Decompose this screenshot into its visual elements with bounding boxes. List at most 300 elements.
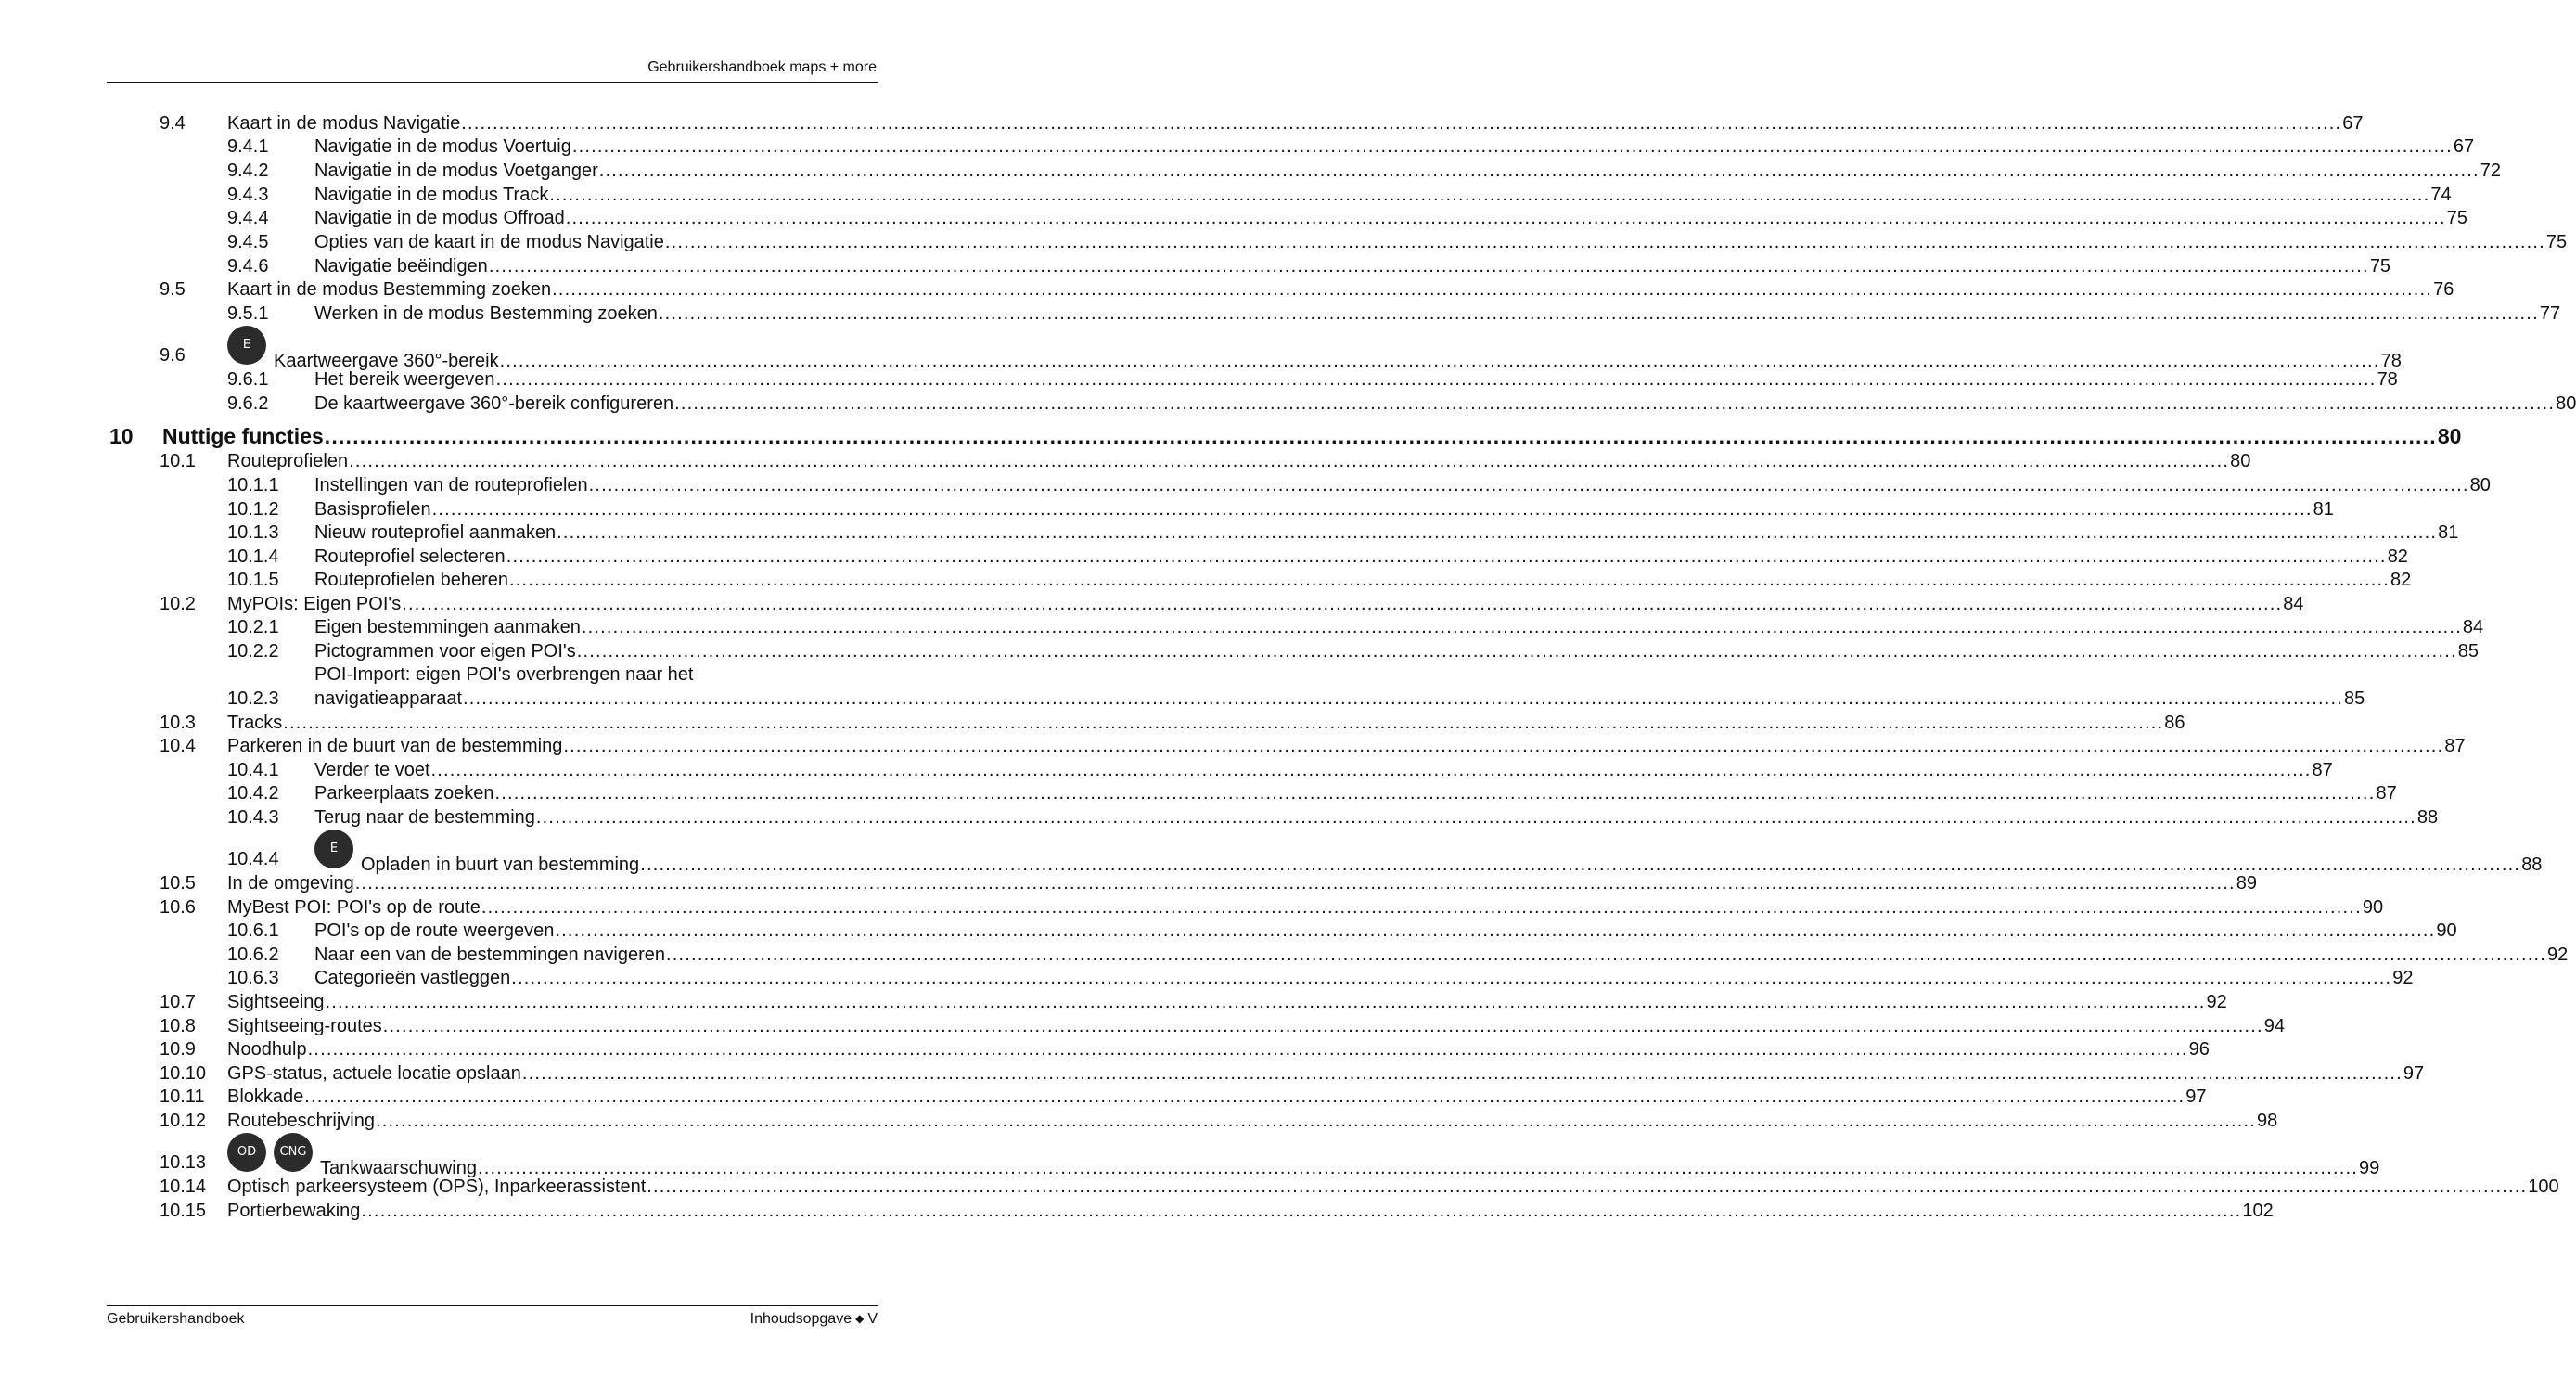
toc-entry-number: 9.5.1 bbox=[227, 303, 269, 324]
toc-entry-page: 82 bbox=[2387, 547, 2408, 567]
dot-leader: ............................................................................................................................................................................................................................................................................................................ bbox=[461, 113, 2342, 134]
toc-entry-number: 10.6 bbox=[160, 897, 196, 918]
toc-entry-line bbox=[227, 1062, 2425, 1085]
toc-entry-title-text: Terug naar de bestemming bbox=[314, 807, 535, 828]
dot-leader: ............................................................................................................................................................................................................................................................................................................ bbox=[499, 351, 2380, 371]
toc-entry[interactable] bbox=[0, 521, 2459, 546]
toc-entry-title-text: Kaart in de modus Bestemming zoeken bbox=[227, 279, 552, 300]
dot-leader: ............................................................................................................................................................................................................................................................................................................ bbox=[430, 760, 2312, 780]
toc-entry-number: 9.4.1 bbox=[227, 136, 269, 157]
toc-entry-title bbox=[314, 302, 658, 325]
toc-entry[interactable] bbox=[0, 160, 2502, 184]
dot-leader: ............................................................................................................................................................................................................................................................................................................ bbox=[307, 1039, 2188, 1060]
toc-entry-page: 80 bbox=[2230, 451, 2251, 471]
toc-entry[interactable] bbox=[0, 842, 2543, 875]
toc-entry-title bbox=[314, 782, 493, 804]
toc-entry[interactable] bbox=[0, 278, 2454, 302]
toc-entry-title bbox=[314, 640, 576, 662]
toc-entry-title bbox=[314, 944, 665, 966]
toc-entry-title bbox=[227, 872, 354, 894]
toc-entry-line bbox=[227, 112, 2364, 135]
toc-entry-title bbox=[314, 368, 495, 391]
toc-entry-line bbox=[227, 1200, 2274, 1222]
dot-leader: ............................................................................................................................................................................................................................................................................................................ bbox=[571, 136, 2453, 157]
toc-entry-title-text: In de omgeving bbox=[227, 873, 354, 894]
toc-entry-title bbox=[227, 1062, 521, 1085]
toc-entry-title-text: Noodhulp bbox=[227, 1039, 307, 1060]
toc-entry-number: 10.8 bbox=[160, 1016, 196, 1036]
footer-rule bbox=[107, 1305, 878, 1306]
toc-entry-number: 10.1.3 bbox=[227, 522, 279, 543]
dot-leader: ............................................................................................................................................................................................................................................................................................................ bbox=[506, 547, 2387, 567]
toc-entry-line bbox=[227, 450, 2251, 472]
toc-entry-number: 10.3 bbox=[160, 713, 196, 733]
dot-leader: ............................................................................................................................................................................................................................................................................................................ bbox=[382, 1016, 2263, 1036]
toc-entry-page: 92 bbox=[2206, 992, 2227, 1012]
toc-entry-page: 87 bbox=[2312, 760, 2333, 780]
toc-entry-line bbox=[227, 1110, 2278, 1132]
toc-entry-title-text: Sightseeing-routes bbox=[227, 1016, 382, 1036]
toc-entry-title-text: Tracks bbox=[227, 713, 283, 733]
toc-entry-number: 10.2.3 bbox=[227, 688, 279, 709]
toc-entry-line bbox=[314, 302, 2561, 325]
toc-entry-number: 10.1.1 bbox=[227, 475, 279, 495]
toc-entry-page: 92 bbox=[2547, 945, 2569, 965]
toc-entry-title-text: Het bereik weergeven bbox=[314, 369, 495, 390]
toc-entry[interactable] bbox=[0, 231, 2568, 255]
toc-entry[interactable] bbox=[0, 368, 2398, 392]
dot-leader: ............................................................................................................................................................................................................................................................................................................ bbox=[324, 424, 2437, 448]
toc-entry-number: 10.1.4 bbox=[227, 547, 279, 567]
toc-entry-page: 84 bbox=[2283, 594, 2304, 614]
toc-entry-page: 88 bbox=[2416, 807, 2439, 828]
toc-entry[interactable] bbox=[0, 423, 2462, 451]
toc-entry[interactable] bbox=[0, 920, 2457, 944]
dot-leader: ............................................................................................................................................................................................................................................................................................................ bbox=[477, 1158, 2358, 1178]
toc-entry-page: 96 bbox=[2188, 1039, 2210, 1060]
toc-entry-title-text: Navigatie in de modus Track bbox=[314, 185, 549, 205]
toc-entry-title-text: Opties van de kaart in de modus Navigatie bbox=[314, 232, 664, 252]
toc-entry-title bbox=[227, 991, 325, 1013]
dot-leader: ............................................................................................................................................................................................................................................................................................................ bbox=[565, 208, 2446, 228]
toc-entry-title bbox=[314, 759, 430, 781]
dot-leader: ............................................................................................................................................................................................................................................................................................................ bbox=[463, 688, 2344, 709]
toc-entry-page: 80 bbox=[2437, 424, 2462, 448]
toc-entry-page: 84 bbox=[2462, 617, 2484, 637]
toc-entry-title bbox=[227, 1015, 382, 1037]
toc-entry-number: 10.15 bbox=[160, 1201, 207, 1221]
toc-entry-number: 10.13 bbox=[160, 1152, 207, 1173]
toc-entry-number: 10.2.2 bbox=[227, 641, 279, 662]
toc-entry-title bbox=[227, 735, 562, 757]
toc-entry-title-text: Routeprofielen bbox=[227, 451, 349, 471]
toc-entry-page: 75 bbox=[2369, 256, 2391, 277]
toc-entry-page: 90 bbox=[2436, 920, 2457, 941]
toc-entry-title bbox=[314, 806, 535, 829]
toc-entry-page: 97 bbox=[2185, 1087, 2207, 1107]
toc-entry-line bbox=[314, 806, 2439, 829]
dot-leader: ............................................................................................................................................................................................................................................................................................................ bbox=[557, 522, 2438, 543]
toc-entry-line bbox=[227, 593, 2304, 615]
toc-entry[interactable] bbox=[0, 1176, 2559, 1200]
toc-entry-title bbox=[227, 278, 551, 301]
toc-entry-page: 81 bbox=[2438, 522, 2459, 543]
dot-leader: ............................................................................................................................................................................................................................................................................................................ bbox=[361, 1201, 2242, 1221]
toc-entry-page: 92 bbox=[2392, 968, 2414, 988]
toc-entry-number: 10.2.1 bbox=[227, 617, 279, 637]
toc-entry-title bbox=[227, 593, 401, 615]
toc-entry-title bbox=[314, 207, 565, 229]
toc-entry-line bbox=[314, 782, 2397, 804]
toc-entry[interactable] bbox=[0, 474, 2491, 498]
toc-entry-title bbox=[227, 1176, 646, 1198]
toc-entry-title-text: Naar een van de bestemmingen navigeren bbox=[314, 945, 666, 965]
dot-leader: ............................................................................................................................................................................................................................................................................................................ bbox=[349, 451, 2230, 471]
toc-entry-title bbox=[314, 231, 664, 253]
toc-entry-title bbox=[314, 392, 673, 415]
toc-entry[interactable] bbox=[0, 735, 2466, 759]
toc-entry-title-text: Blokkade bbox=[227, 1087, 304, 1107]
toc-entry[interactable] bbox=[0, 135, 2475, 160]
toc-entry-title-text: Navigatie in de modus Offroad bbox=[314, 208, 565, 228]
toc-entry-page: 100 bbox=[2528, 1177, 2559, 1197]
dot-leader: ............................................................................................................................................................................................................................................................................................................ bbox=[402, 594, 2283, 614]
toc-entry[interactable] bbox=[0, 1038, 2210, 1062]
badge-e-icon: E bbox=[227, 326, 266, 365]
toc-entry[interactable] bbox=[0, 806, 2439, 830]
toc-entry-title bbox=[314, 160, 598, 182]
toc-entry-line bbox=[227, 872, 2258, 894]
toc-entry-title-text: Werken in de modus Bestemming zoeken bbox=[314, 303, 658, 324]
toc-entry-title-text: Categorieën vastleggen bbox=[314, 968, 511, 988]
dot-leader: ............................................................................................................................................................................................................................................................................................................ bbox=[549, 185, 2430, 205]
dot-leader: ............................................................................................................................................................................................................................................................................................................ bbox=[664, 232, 2545, 252]
toc-entry-line bbox=[314, 135, 2475, 158]
toc-entry-number: 10.6.2 bbox=[227, 945, 279, 965]
toc-entry-page: 72 bbox=[2480, 161, 2502, 181]
toc-entry-title bbox=[314, 498, 431, 521]
toc-entry-number: 9.4.4 bbox=[227, 208, 269, 228]
toc-entry-number: 9.4.6 bbox=[227, 256, 269, 277]
toc-entry-number: 9.6.1 bbox=[227, 369, 269, 390]
toc-entry-number: 10.4.4 bbox=[227, 849, 279, 869]
toc-entry-number: 10.11 bbox=[160, 1087, 205, 1107]
toc-entry-line bbox=[314, 521, 2459, 544]
toc-entry-title-text: Eigen bestemmingen aanmaken bbox=[314, 617, 581, 637]
toc-entry-line bbox=[314, 688, 2365, 710]
toc-entry-title-text: Verder te voet bbox=[314, 760, 430, 780]
toc-entry-number: 9.4.3 bbox=[227, 185, 269, 205]
toc-entry-number: 10.2 bbox=[160, 594, 196, 614]
toc-entry-title-text: Tankwaarschuwing bbox=[320, 1158, 477, 1178]
toc-entry-title bbox=[227, 1110, 375, 1132]
toc-entry[interactable] bbox=[0, 712, 2185, 736]
toc-entry[interactable] bbox=[0, 1110, 2278, 1134]
dot-leader: ............................................................................................................................................................................................................................................................................................................ bbox=[304, 1087, 2185, 1107]
toc-entry[interactable] bbox=[0, 1145, 2380, 1178]
toc-entry-page: 78 bbox=[2380, 351, 2402, 371]
toc-entry-title-text: Nieuw routeprofiel aanmaken bbox=[314, 522, 557, 543]
toc-entry[interactable] bbox=[0, 944, 2569, 968]
dot-leader: ............................................................................................................................................................................................................................................................................................................ bbox=[325, 992, 2206, 1012]
toc-entry-title bbox=[227, 896, 481, 919]
toc-entry-line bbox=[314, 944, 2569, 966]
footer-page-number: V bbox=[867, 1311, 878, 1327]
toc-entry-line bbox=[227, 338, 2402, 371]
toc-entry-page: 75 bbox=[2446, 208, 2468, 228]
toc-entry-page: 88 bbox=[2521, 855, 2543, 875]
toc-entry-line bbox=[162, 423, 2462, 449]
diamond-icon: ◆ bbox=[855, 1312, 865, 1325]
toc-entry-number: 10.7 bbox=[160, 992, 196, 1012]
toc-entry-line bbox=[314, 640, 2479, 662]
toc-entry-line bbox=[227, 712, 2185, 734]
toc-entry-title bbox=[314, 688, 462, 710]
dot-leader: ............................................................................................................................................................................................................................................................................................................ bbox=[658, 303, 2539, 324]
toc-entry-line bbox=[314, 474, 2491, 496]
toc-entry-page: 89 bbox=[2236, 873, 2258, 894]
dot-leader: ............................................................................................................................................................................................................................................................................................................ bbox=[354, 873, 2236, 894]
dot-leader: ............................................................................................................................................................................................................................................................................................................ bbox=[647, 1177, 2528, 1197]
toc-entry-title-text: Nuttige functies bbox=[162, 424, 324, 448]
toc-entry-page: 94 bbox=[2263, 1016, 2286, 1036]
dot-leader: ............................................................................................................................................................................................................................................................................................................ bbox=[494, 783, 2376, 804]
toc-entry-title bbox=[227, 1038, 307, 1061]
toc-entry-title-text: MyPOIs: Eigen POI's bbox=[227, 594, 402, 614]
toc-entry-line bbox=[314, 967, 2414, 989]
toc-entry-page: 102 bbox=[2242, 1201, 2274, 1221]
toc-entry-title-text: Portierbewaking bbox=[227, 1201, 361, 1221]
toc-entry-title bbox=[314, 569, 508, 591]
toc-entry-title bbox=[314, 920, 554, 942]
toc-entry-number: 10.1.5 bbox=[227, 570, 279, 590]
toc-entry-title-text: Routeprofiel selecteren bbox=[314, 547, 506, 567]
toc-entry-page: 76 bbox=[2433, 279, 2454, 300]
toc-entry-title-text: Parkeerplaats zoeken bbox=[314, 783, 494, 804]
toc-entry[interactable] bbox=[0, 616, 2484, 640]
toc-entry-page: 67 bbox=[2453, 136, 2475, 157]
toc-entry[interactable] bbox=[0, 688, 2365, 712]
dot-leader: ............................................................................................................................................................................................................................................................................................................ bbox=[598, 161, 2480, 181]
dot-leader: ............................................................................................................................................................................................................................................................................................................ bbox=[495, 369, 2377, 390]
toc-entry-title-text: Routeprofielen beheren bbox=[314, 570, 509, 590]
toc-entry-line bbox=[227, 1038, 2210, 1061]
dot-leader: ............................................................................................................................................................................................................................................................................................................ bbox=[511, 968, 2392, 988]
toc-entry[interactable] bbox=[0, 759, 2333, 783]
dot-leader: ............................................................................................................................................................................................................................................................................................................ bbox=[563, 736, 2444, 756]
toc-entry-number: 10 bbox=[109, 424, 134, 448]
toc-entry-title bbox=[162, 423, 324, 449]
toc-entry-line bbox=[227, 1176, 2559, 1198]
toc-entry-number: 10.4.2 bbox=[227, 783, 279, 804]
toc-entry-line bbox=[314, 392, 2576, 415]
toc-entry-number: 10.12 bbox=[160, 1111, 207, 1131]
toc-entry-title bbox=[227, 1200, 360, 1222]
badge-od-icon: OD bbox=[227, 1133, 266, 1172]
toc-entry-number: 10.5 bbox=[160, 873, 196, 894]
toc-entry-page: 82 bbox=[2390, 570, 2412, 590]
badge-cng-icon: CNG bbox=[274, 1133, 313, 1172]
toc-entry-line bbox=[314, 184, 2452, 206]
toc-entry-number: 9.4 bbox=[160, 113, 186, 134]
toc-entry-title-text: Routebeschrijving bbox=[227, 1111, 375, 1131]
toc-entry[interactable] bbox=[0, 184, 2452, 208]
toc-entry[interactable] bbox=[0, 991, 2227, 1015]
toc-entry-page: 87 bbox=[2444, 736, 2466, 756]
toc-entry-line bbox=[314, 231, 2568, 253]
toc-entry-line bbox=[314, 920, 2457, 942]
toc-entry-title-text: Navigatie in de modus Voertuig bbox=[314, 136, 571, 157]
toc-entry-title bbox=[314, 546, 506, 568]
dot-leader: ............................................................................................................................................................................................................................................................................................................ bbox=[375, 1111, 2256, 1131]
toc-entry[interactable] bbox=[0, 302, 2561, 327]
toc-entry[interactable] bbox=[0, 207, 2468, 231]
toc-entry[interactable] bbox=[0, 872, 2258, 896]
toc-entry-line bbox=[314, 546, 2408, 568]
toc-entry-page: 90 bbox=[2362, 897, 2384, 918]
toc-entry-title-text: Kaartweergave 360°-bereik bbox=[274, 351, 499, 371]
dot-leader: ............................................................................................................................................................................................................................................................................................................ bbox=[576, 641, 2457, 662]
toc-entry-title bbox=[314, 474, 588, 496]
toc-entry[interactable] bbox=[0, 967, 2414, 991]
badge-e-icon: E bbox=[314, 830, 353, 868]
toc-entry[interactable] bbox=[0, 1015, 2286, 1039]
dot-leader: ............................................................................................................................................................................................................................................................................................................ bbox=[509, 570, 2390, 590]
toc-entry[interactable] bbox=[0, 1062, 2425, 1087]
toc-entry-page: 78 bbox=[2377, 369, 2398, 390]
toc-entry[interactable] bbox=[0, 1200, 2274, 1224]
dot-leader: ............................................................................................................................................................................................................................................................................................................ bbox=[481, 897, 2362, 918]
dot-leader: ............................................................................................................................................................................................................................................................................................................ bbox=[552, 279, 2433, 300]
toc-entry-line bbox=[314, 759, 2333, 781]
toc-entry[interactable] bbox=[0, 255, 2391, 279]
toc-entry-title-text: POI's op de route weergeven bbox=[314, 920, 555, 941]
dot-leader: ............................................................................................................................................................................................................................................................................................................ bbox=[488, 256, 2369, 277]
footer-section-name: Inhoudsopgave bbox=[750, 1311, 852, 1327]
toc-entry-title bbox=[314, 184, 548, 206]
toc-entry-title bbox=[314, 521, 556, 544]
toc-entry-title bbox=[227, 712, 282, 734]
dot-leader: ............................................................................................................................................................................................................................................................................................................ bbox=[555, 920, 2436, 941]
toc-entry-number: 10.10 bbox=[160, 1063, 207, 1084]
toc-entry-title-text: navigatieapparaat bbox=[314, 688, 463, 709]
toc-entry[interactable] bbox=[0, 498, 2334, 522]
toc-entry-page: 77 bbox=[2539, 303, 2561, 324]
toc-entry-page: 75 bbox=[2545, 232, 2568, 252]
toc-entry[interactable] bbox=[0, 392, 2576, 417]
dot-leader: ............................................................................................................................................................................................................................................................................................................ bbox=[588, 475, 2469, 495]
toc-entry-page: 80 bbox=[2469, 475, 2491, 495]
toc-entry-number: 9.6 bbox=[160, 345, 186, 366]
toc-entry-title-text: Opladen in buurt van bestemming bbox=[361, 855, 640, 875]
toc-entry[interactable] bbox=[0, 546, 2408, 570]
toc-entry-page: 99 bbox=[2358, 1158, 2380, 1178]
toc-entry-line bbox=[227, 1015, 2286, 1037]
toc-entry-title-text: Sightseeing bbox=[227, 992, 325, 1012]
toc-entry-number: 9.6.2 bbox=[227, 393, 269, 414]
toc-entry[interactable] bbox=[0, 569, 2412, 593]
toc-entry-title-text: Navigatie beëindigen bbox=[314, 256, 488, 277]
toc-entry[interactable] bbox=[0, 782, 2397, 806]
toc-entry-number: 10.4 bbox=[160, 736, 196, 756]
toc-entry-line bbox=[314, 207, 2468, 229]
toc-entry-title-text: Optisch parkeersysteem (OPS), Inparkeerassistent bbox=[227, 1177, 647, 1197]
dot-leader: ............................................................................................................................................................................................................................................................................................................ bbox=[674, 393, 2556, 414]
toc-entry-number: 9.5 bbox=[160, 279, 186, 300]
toc-entry-page: 87 bbox=[2376, 783, 2397, 804]
toc-entry-title-text: Parkeren in de buurt van de bestemming bbox=[227, 736, 563, 756]
toc-entry-number: 9.4.5 bbox=[227, 232, 269, 252]
toc-entry-page: 67 bbox=[2342, 113, 2364, 134]
toc-entry-number: 10.1.2 bbox=[227, 499, 279, 520]
toc-entry-line bbox=[314, 255, 2391, 277]
footer-title: Gebruikershandboek bbox=[107, 1311, 245, 1327]
toc-entry-line bbox=[314, 368, 2398, 391]
toc-entry-title-text: Instellingen van de routeprofielen bbox=[314, 475, 588, 495]
toc-entry[interactable] bbox=[0, 896, 2384, 920]
toc-entry-title bbox=[227, 1086, 303, 1108]
toc-entry-line bbox=[227, 896, 2384, 919]
footer-section bbox=[750, 1311, 878, 1328]
toc-entry-title bbox=[314, 616, 581, 638]
dot-leader: ............................................................................................................................................................................................................................................................................................................ bbox=[431, 499, 2313, 520]
toc-entry-number: 10.6.1 bbox=[227, 920, 279, 941]
toc-entry[interactable] bbox=[0, 338, 2402, 371]
toc-entry-page: 81 bbox=[2313, 499, 2334, 520]
toc-entry-title-text: Navigatie in de modus Voetganger bbox=[314, 161, 598, 181]
toc-entry-number: 10.14 bbox=[160, 1177, 207, 1197]
toc-entry-line bbox=[314, 616, 2484, 638]
toc-entry-line bbox=[314, 842, 2543, 875]
toc-entry-title-text: Kaart in de modus Navigatie bbox=[227, 113, 461, 134]
toc-entry-number: 10.9 bbox=[160, 1039, 196, 1060]
toc-entry-number: 10.1 bbox=[160, 451, 196, 471]
toc-entry-line bbox=[227, 1086, 2207, 1108]
toc-entry-title-text: GPS-status, actuele locatie opslaan bbox=[227, 1063, 521, 1084]
toc-entry-number: 9.4.2 bbox=[227, 161, 269, 181]
toc-entry-line bbox=[314, 569, 2412, 591]
toc-entry-line bbox=[227, 278, 2454, 301]
toc-entry[interactable] bbox=[0, 450, 2251, 474]
toc-entry-title bbox=[314, 967, 510, 989]
toc-entry-line bbox=[227, 1145, 2380, 1178]
dot-leader: ............................................................................................................................................................................................................................................................................................................ bbox=[581, 617, 2462, 637]
toc-entry[interactable] bbox=[0, 593, 2304, 617]
toc-entry-title-line1: POI-Import: eigen POI's overbrengen naar het bbox=[314, 664, 694, 685]
toc-entry-page: 97 bbox=[2403, 1063, 2425, 1084]
toc-entry-title-text: Basisprofielen bbox=[314, 499, 431, 520]
toc-entry-title-text: Pictogrammen voor eigen POI's bbox=[314, 641, 576, 662]
toc-entry-title bbox=[227, 112, 460, 135]
toc-entry-title bbox=[227, 450, 348, 472]
toc-entry[interactable] bbox=[0, 640, 2479, 664]
toc-entry-title bbox=[314, 135, 571, 158]
dot-leader: ............................................................................................................................................................................................................................................................................................................ bbox=[283, 713, 2164, 733]
toc-entry-line bbox=[227, 991, 2227, 1013]
toc-entry[interactable] bbox=[0, 112, 2364, 136]
dot-leader: ............................................................................................................................................................................................................................................................................................................ bbox=[666, 945, 2547, 965]
toc-entry[interactable] bbox=[0, 1086, 2207, 1110]
toc-entry-line bbox=[314, 160, 2502, 182]
running-header: Gebruikershandboek maps + more bbox=[647, 59, 877, 75]
dot-leader: ............................................................................................................................................................................................................................................................................................................ bbox=[521, 1063, 2403, 1084]
toc-entry-page: 85 bbox=[2457, 641, 2479, 662]
toc-entry-title-text: MyBest POI: POI's op de route bbox=[227, 897, 481, 918]
toc-entry-number: 10.6.3 bbox=[227, 968, 279, 988]
toc-entry-page: 74 bbox=[2430, 185, 2452, 205]
toc-entry-line bbox=[227, 735, 2466, 757]
toc-entry-page: 98 bbox=[2256, 1111, 2278, 1131]
